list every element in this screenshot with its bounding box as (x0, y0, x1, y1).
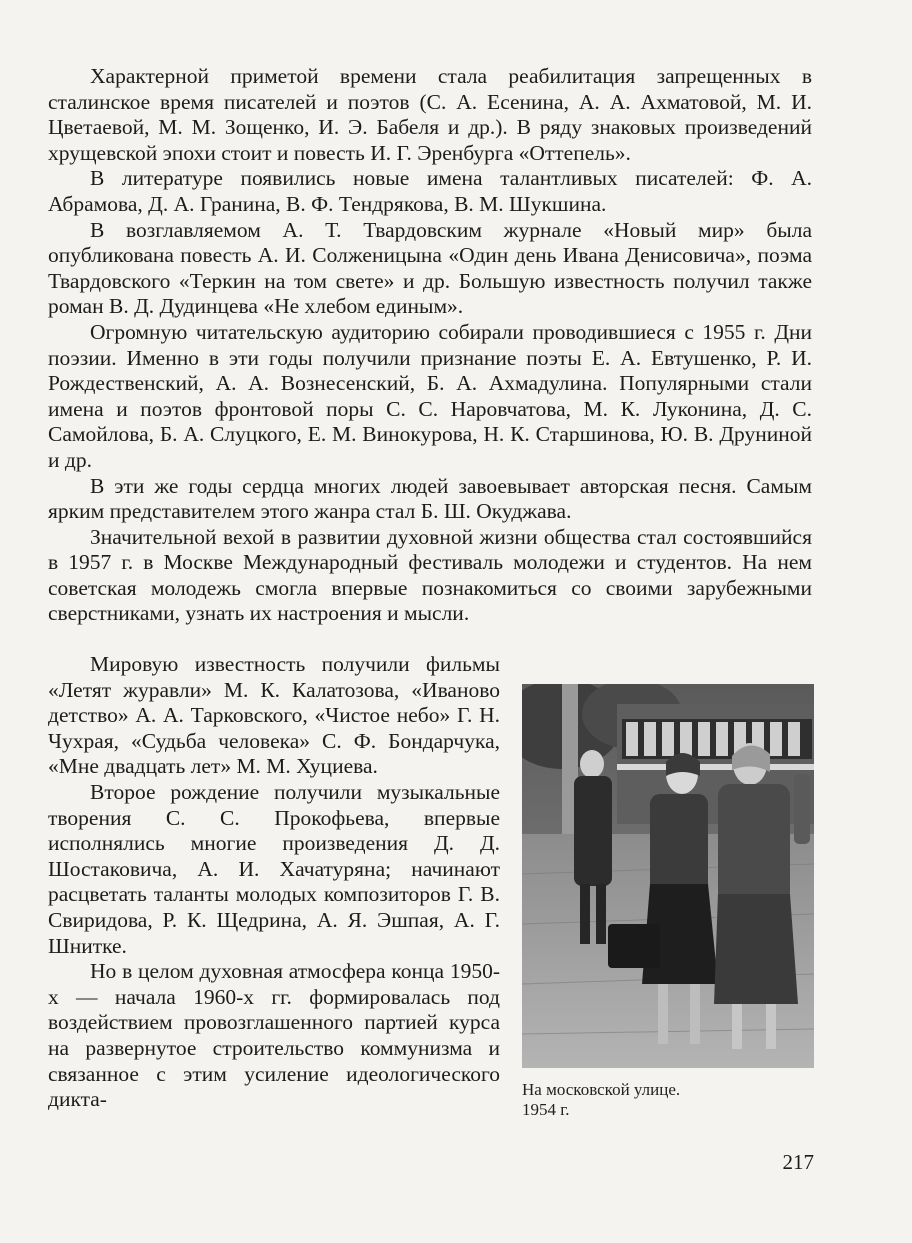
paragraph-poetry-days: Огромную читательскую аудиторию собирали проводившиеся с 1955 г. Дни поэзии. Именно в эти годы получили признание поэты Е. А. Евтушенко, Р. И. Рождественский, А. А. Вознесенский, Б. А. Ахмадулина. Популярными стали имена и поэтов фронтовой поры С. С. Наровчатова, М. К. Луконина, Д. С. Самойлова, Б. А. Слуцкого, Е. М. Винокурова, Н. К. Старшинова, Ю. В. Друниной и др. (48, 319, 812, 472)
main-text-narrow-column (48, 652, 500, 1113)
photo-moscow-street (522, 684, 814, 1068)
paragraph-music: Второе рождение получили музыкальные творения С. С. Прокофьева, впервые исполнялись многие произведения Д. Д. Шостаковича, А. И. Хачатуряна; начинают расцветать таланты молодых композиторов Г. В. Свиридова, Р. К. Щедрина, А. Я. Эшпая, А. Г. Шнитке. (48, 779, 500, 958)
paragraph-novy-mir: В возглавляемом А. Т. Твардовским журнале «Новый мир» была опубликована повесть А. И. Солженицына «Один день Ивана Денисовича», поэма Твардовского «Теркин на том свете» и др. Большую известность получил также роман В. Д. Дудинцева «Не хлебом единым». (48, 217, 812, 319)
main-text-full-width (48, 64, 812, 627)
caption-line-1: На московской улице. (522, 1080, 681, 1099)
page-number: 217 (782, 1150, 814, 1174)
caption-line-2: 1954 г. (522, 1100, 570, 1119)
paragraph-new-writers: В литературе появились новые имена талантливых писателей: Ф. А. Абрамова, Д. А. Гранина, В. Ф. Тендрякова, В. М. Шукшина. (48, 166, 812, 216)
paragraph-youth-festival: Значительной вехой в развитии духовной жизни общества стал состоявшийся в 1957 г. в Москве Международный фестиваль молодежи и студентов. На нем советская молодежь смогла впервые познакомиться со своими зарубежными сверстниками, узнать их настроения и мысли. (48, 524, 812, 626)
paragraph-films: Мировую известность получили фильмы «Летят журавли» М. К. Калатозова, «Иваново детство» А. А. Тарковского, «Чистое небо» Г. Н. Чухрая, «Судьба человека» С. Ф. Бондарчука, «Мне двадцать лет» М. М. Хуциева. (48, 652, 500, 779)
figure-moscow-street (522, 684, 814, 1120)
paragraph-rehabilitation: Характерной приметой времени стала реабилитация запрещенных в сталинское время писателей и поэтов (С. А. Есенина, А. А. Ахматовой, М. И. Цветаевой, М. М. Зощенко, И. Э. Бабеля и др.). В ряду знаковых произведений хрущевской эпохи стоит и повесть И. Г. Эренбурга «Оттепель». (48, 64, 812, 165)
paragraph-ideology: Но в целом духовная атмосфера конца 1950-х — начала 1960-х гг. формировалась под воздействием провозглашенного партией курса на развернутое строительство коммунизма и связанное с этим усиление идеологического дикта- (48, 959, 500, 1112)
figure-caption (522, 1080, 814, 1120)
paragraph-author-song: В эти же годы сердца многих людей завоевывает авторская песня. Самым ярким представителем этого жанра стал Б. Ш. Окуджава. (48, 473, 812, 524)
